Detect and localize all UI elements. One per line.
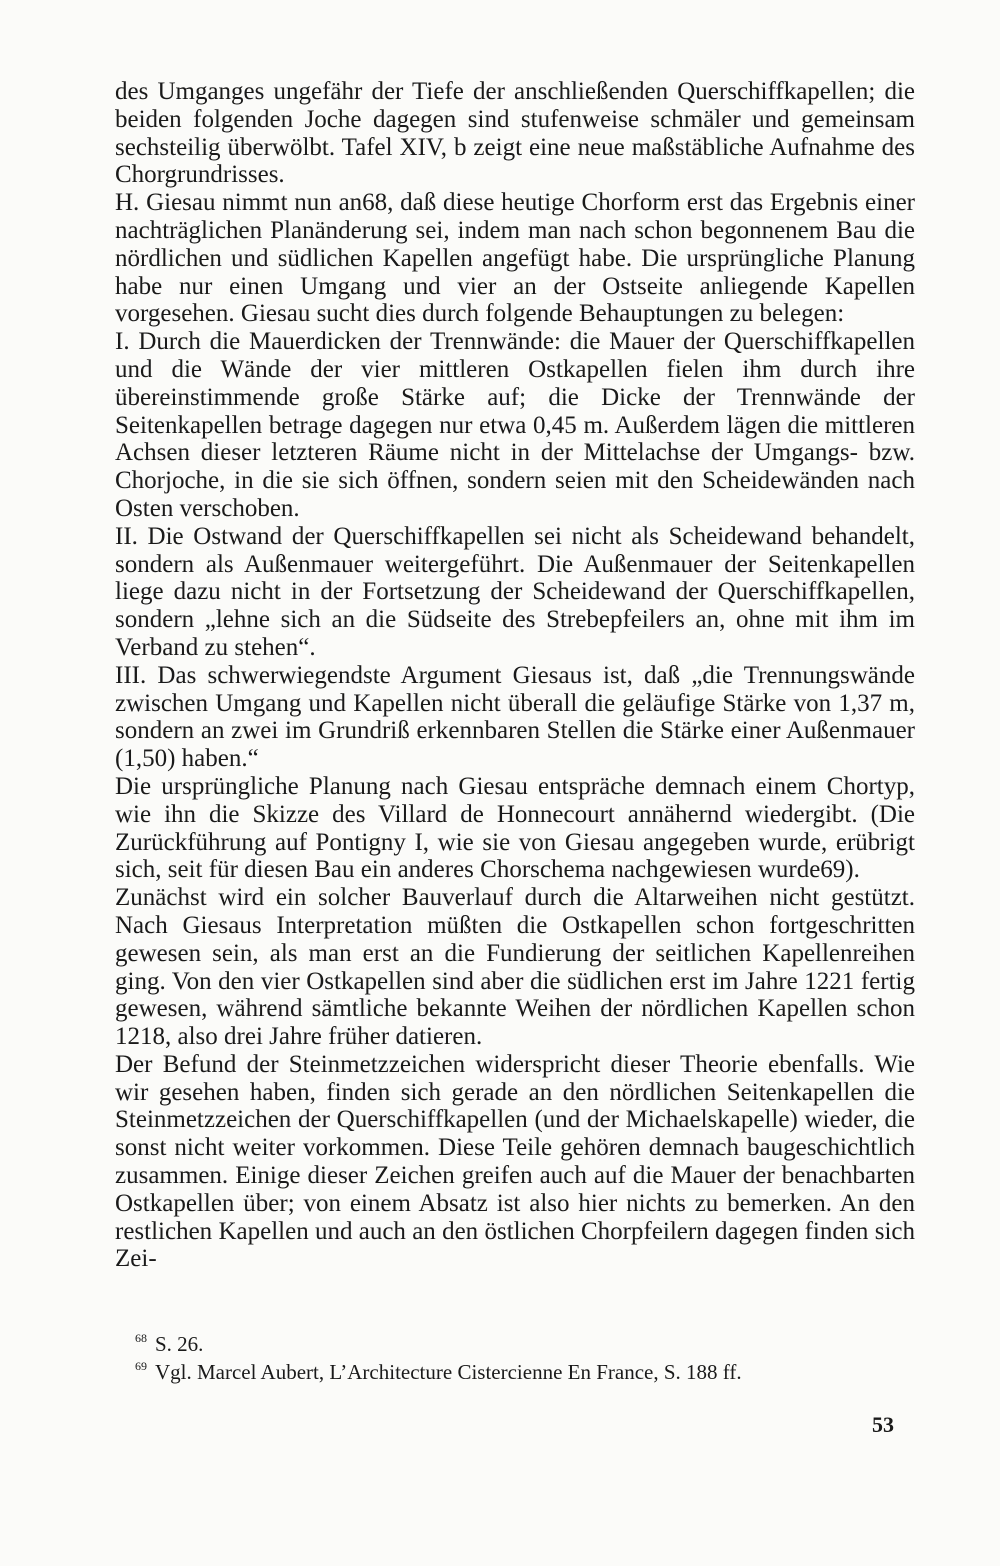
footnote-number: 68: [135, 1331, 147, 1345]
paragraph-3: I. Durch die Mauerdicken der Trennwände: die Mauer der Querschiffkapellen und die Wände der vier mittleren Ostkapellen fielen ihm durch ihre übereinstimmende große Stärke auf; die Dicke der Trennwände der Seitenkapellen betrage dagegen nur etwa 0,45 m. Außerdem lägen die mittleren Achsen dieser letzteren Räume nicht in der Mittelachse der Umgangs- bzw. Chorjoche, in die sie sich öffnen, sondern seien mit den Scheidewänden nach Osten verschoben.: [115, 328, 915, 522]
body-text: [115, 78, 915, 1273]
paragraph-6: Die ursprüngliche Planung nach Giesau entspräche demnach einem Chortyp, wie ihn die Skizze des Villard de Honnecourt annähernd wiedergibt. (Die Zurückführung auf Pontigny I, wie sie von Giesau angegeben wurde, erübrigt sich, seit für diesen Bau ein anderes Chorschema nachgewiesen wurde69).: [115, 772, 915, 884]
paragraph-2: H. Giesau nimmt nun an68, daß diese heutige Chorform erst das Ergebnis einer nachträglichen Planänderung sei, indem man nach schon begonnenem Bau die nördlichen und südlichen Kapellen angefügt habe. Die ursprüngliche Planung habe nur einen Umgang und vier an der Ostseite anliegende Kapellen vorgesehen. Giesau sucht dies durch folgende Behauptungen zu belegen:: [115, 189, 915, 328]
footnote-text: Vgl. Marcel Aubert, L’Architecture Cistercienne En France, S. 188 ff.: [155, 1360, 742, 1384]
footnote-number: 69: [135, 1359, 147, 1373]
paragraph-7: Zunächst wird ein solcher Bauverlauf durch die Altarweihen nicht gestützt. Nach Giesaus Interpretation müßten die Ostkapellen schon fortgeschritten gewesen sein, als man erst an die Fundierung der seitlichen Kapellenreihen ging. Von den vier Ostkapellen sind aber die südlichen erst im Jahre 1221 fertig gewesen, während sämtliche bekannte Weihen der nördlichen Kapellen schon 1218, also drei Jahre früher datieren.: [115, 884, 915, 1051]
footnote-68: [135, 1330, 915, 1358]
page-body: [115, 78, 915, 1273]
paragraph-5: III. Das schwerwiegendste Argument Giesaus ist, daß „die Trennungswände zwischen Umgang und Kapellen nicht überall die geläufige Stärke von 1,37 m, sondern an zwei im Grundriß erkennbaren Stellen die Stärke einer Außenmauer (1,50) haben.“: [115, 661, 915, 773]
paragraph-1: des Umganges ungefähr der Tiefe der anschließenden Querschiffkapellen; die beiden folgenden Joche dagegen sind stufenweise schmäler und gemeinsam sechsteilig überwölbt. Tafel XIV, b zeigt eine neue maßstäbliche Aufnahme des Chorgrundrisses.: [115, 78, 915, 189]
footnote-text: S. 26.: [155, 1332, 204, 1356]
paragraph-4: II. Die Ostwand der Querschiffkapellen sei nicht als Scheidewand behandelt, sondern als Außenmauer weitergeführt. Die Außenmauer der Seitenkapellen liege dazu nicht in der Fortsetzung der Scheidewand der Querschiffkapellen, sondern „lehne sich an die Südseite des Strebepfeilers an, ohne mit ihm im Verband zu stehen“.: [115, 522, 915, 661]
footnote-69: [135, 1358, 915, 1386]
paragraph-8: Der Befund der Steinmetzzeichen widerspricht dieser Theorie ebenfalls. Wie wir gesehen haben, finden sich gerade an den nördlichen Seitenkapellen die Steinmetzzeichen der Querschiffkapellen (und der Michaelskapelle) wieder, die sonst nicht weiter vorkommen. Diese Teile gehören demnach baugeschichtlich zusammen. Einige dieser Zeichen greifen auch auf die Mauer der benachbarten Ostkapellen über; von einem Absatz ist also hier nichts zu bemerken. An den restlichen Kapellen und auch an den östlichen Chorpfeilern dagegen finden sich Zei-: [115, 1050, 915, 1273]
page-number: 53: [872, 1412, 894, 1437]
footnotes: [135, 1330, 915, 1386]
